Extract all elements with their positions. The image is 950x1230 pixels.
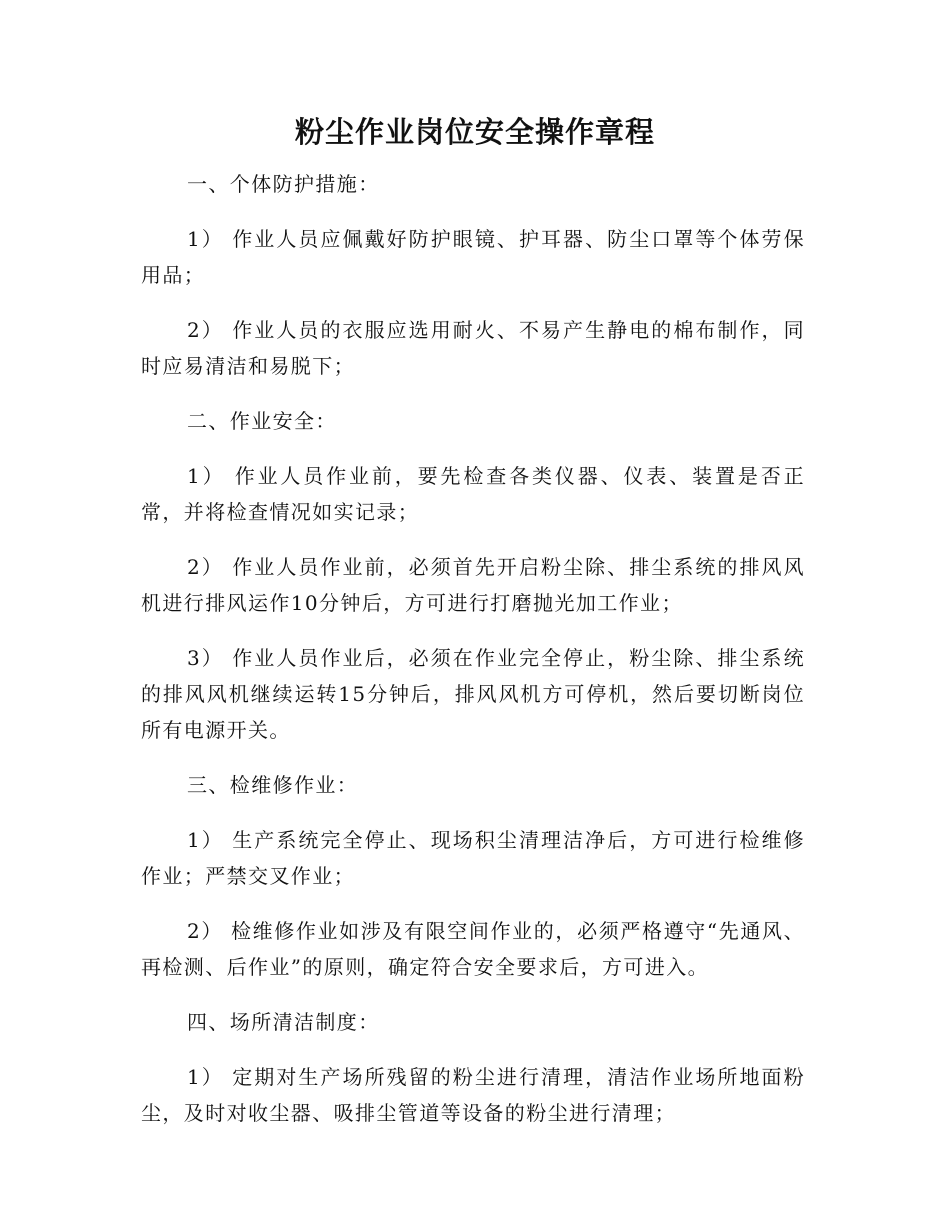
paragraph: 1） 定期对生产场所残留的粉尘进行清理，清洁作业场所地面粉尘，及时对收尘器、吸排尘管道等设备的粉尘进行清理； [141, 1065, 805, 1125]
section-heading-1: 一、个体防护措施： [187, 172, 380, 196]
paragraph: 1） 作业人员作业前，要先检查各类仪器、仪表、装置是否正常，并将检查情况如实记录； [141, 464, 805, 524]
paragraph: 1） 作业人员应佩戴好防护眼镜、护耳器、防尘口罩等个体劳保用品； [141, 227, 805, 287]
paragraph: 2） 作业人员作业前，必须首先开启粉尘除、排尘系统的排风风机进行排风运作10分钟后，方可进行打磨抛光加工作业； [141, 555, 805, 615]
paragraph: 3） 作业人员作业后，必须在作业完全停止，粉尘除、排尘系统的排风风机继续运转15分钟后，排风风机方可停机，然后要切断岗位所有电源开关。 [141, 646, 805, 742]
paragraph: 1） 生产系统完全停止、现场积尘清理洁净后，方可进行检维修作业；严禁交叉作业； [141, 828, 805, 888]
section-heading-2: 二、作业安全： [187, 409, 337, 433]
section-heading-4: 四、场所清洁制度： [187, 1010, 380, 1034]
paragraph: 2） 作业人员的衣服应选用耐火、不易产生静电的棉布制作，同时应易清洁和易脱下； [141, 318, 805, 378]
document-body [141, 166, 805, 1131]
paragraph: 2） 检维修作业如涉及有限空间作业的，必须严格遵守“先通风、再检测、后作业”的原则，确定符合安全要求后，方可进入。 [141, 919, 805, 979]
section-heading-3: 三、检维修作业： [187, 773, 359, 797]
document-title: 粉尘作业岗位安全操作章程 [294, 115, 655, 149]
